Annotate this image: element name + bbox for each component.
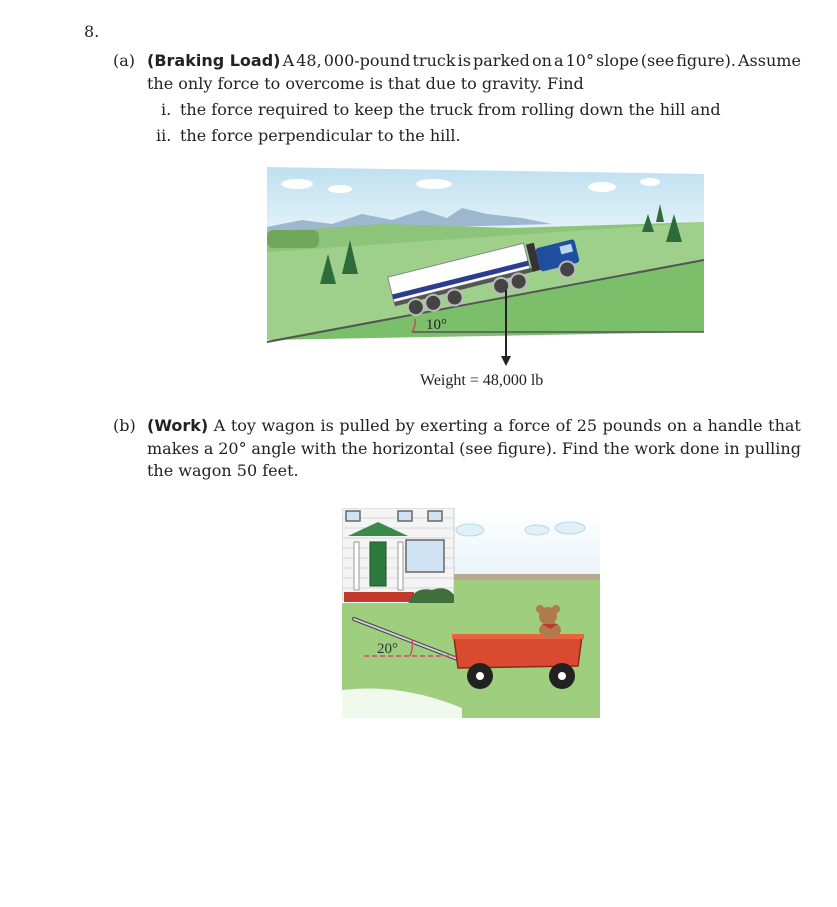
- item-ii-text: the force perpendicular to the hill.: [180, 126, 461, 145]
- word: work: [634, 439, 676, 458]
- bushes: [267, 230, 319, 248]
- front-door: [370, 542, 386, 586]
- wagon-figure: [342, 508, 600, 718]
- word: a: [553, 51, 564, 70]
- word: parked: [473, 51, 530, 70]
- word: wagon: [261, 416, 315, 435]
- word: 25: [576, 416, 598, 435]
- word: Find: [561, 439, 599, 458]
- word: a: [203, 439, 214, 458]
- part-a-title: (Braking Load): [147, 51, 281, 70]
- angle-label-10: 10°: [426, 317, 447, 333]
- word: in: [724, 439, 740, 458]
- word: by: [395, 416, 415, 435]
- word: 000-pound: [323, 51, 411, 70]
- word: is: [457, 51, 471, 70]
- item-i-label: i.: [161, 100, 172, 119]
- word: on: [531, 51, 552, 70]
- part-b-line-2: [147, 438, 801, 460]
- word: is: [320, 416, 334, 435]
- word: 20°: [218, 439, 247, 458]
- word: force: [508, 416, 551, 435]
- part-b-title: (Work): [147, 416, 209, 435]
- word: a: [493, 416, 503, 435]
- word: 10°: [565, 51, 594, 70]
- word: (see: [459, 439, 493, 458]
- word: horizontal: [372, 439, 455, 458]
- word: A: [213, 416, 226, 435]
- word: the: [341, 439, 368, 458]
- part-b-line-1: [147, 415, 801, 437]
- word: a: [692, 416, 703, 435]
- word: angle: [251, 439, 297, 458]
- part-a-line-2: the only force to overcome is that due to gravity. Find: [147, 74, 584, 93]
- word: A: [282, 51, 295, 70]
- word: the: [603, 439, 630, 458]
- word: 48,: [296, 51, 322, 70]
- item-ii-label: ii.: [156, 126, 172, 145]
- word: on: [667, 416, 688, 435]
- word: handle: [707, 416, 763, 435]
- arrowhead: [501, 356, 511, 366]
- steps: [344, 592, 414, 602]
- word: figure).: [497, 439, 558, 458]
- word: figure).: [676, 51, 736, 70]
- angle-label-20: 20°: [377, 641, 398, 657]
- fence: [454, 574, 600, 580]
- word: with: [300, 439, 337, 458]
- word: toy: [230, 416, 256, 435]
- word: of: [555, 416, 572, 435]
- word: makes: [147, 439, 200, 458]
- problem-number: 8.: [84, 22, 100, 41]
- word: truck: [412, 51, 456, 70]
- part-b-line-3: the wagon 50 feet.: [147, 461, 299, 480]
- word: slope: [596, 51, 639, 70]
- word: (see: [640, 51, 675, 70]
- truck-on-slope-figure: [262, 162, 712, 394]
- word: that: [768, 416, 801, 435]
- word: Assume: [737, 51, 801, 70]
- word: pounds: [602, 416, 662, 435]
- part-a-line-1: [147, 50, 801, 72]
- word: done: [679, 439, 720, 458]
- word: pulling: [744, 439, 801, 458]
- weight-label: Weight = 48,000 lb: [420, 372, 544, 389]
- part-b-label: (b): [113, 416, 136, 435]
- word: pulled: [339, 416, 390, 435]
- part-a-label: (a): [113, 51, 136, 70]
- word: exerting: [420, 416, 488, 435]
- item-i-text: the force required to keep the truck from rolling down the hill and: [180, 100, 721, 119]
